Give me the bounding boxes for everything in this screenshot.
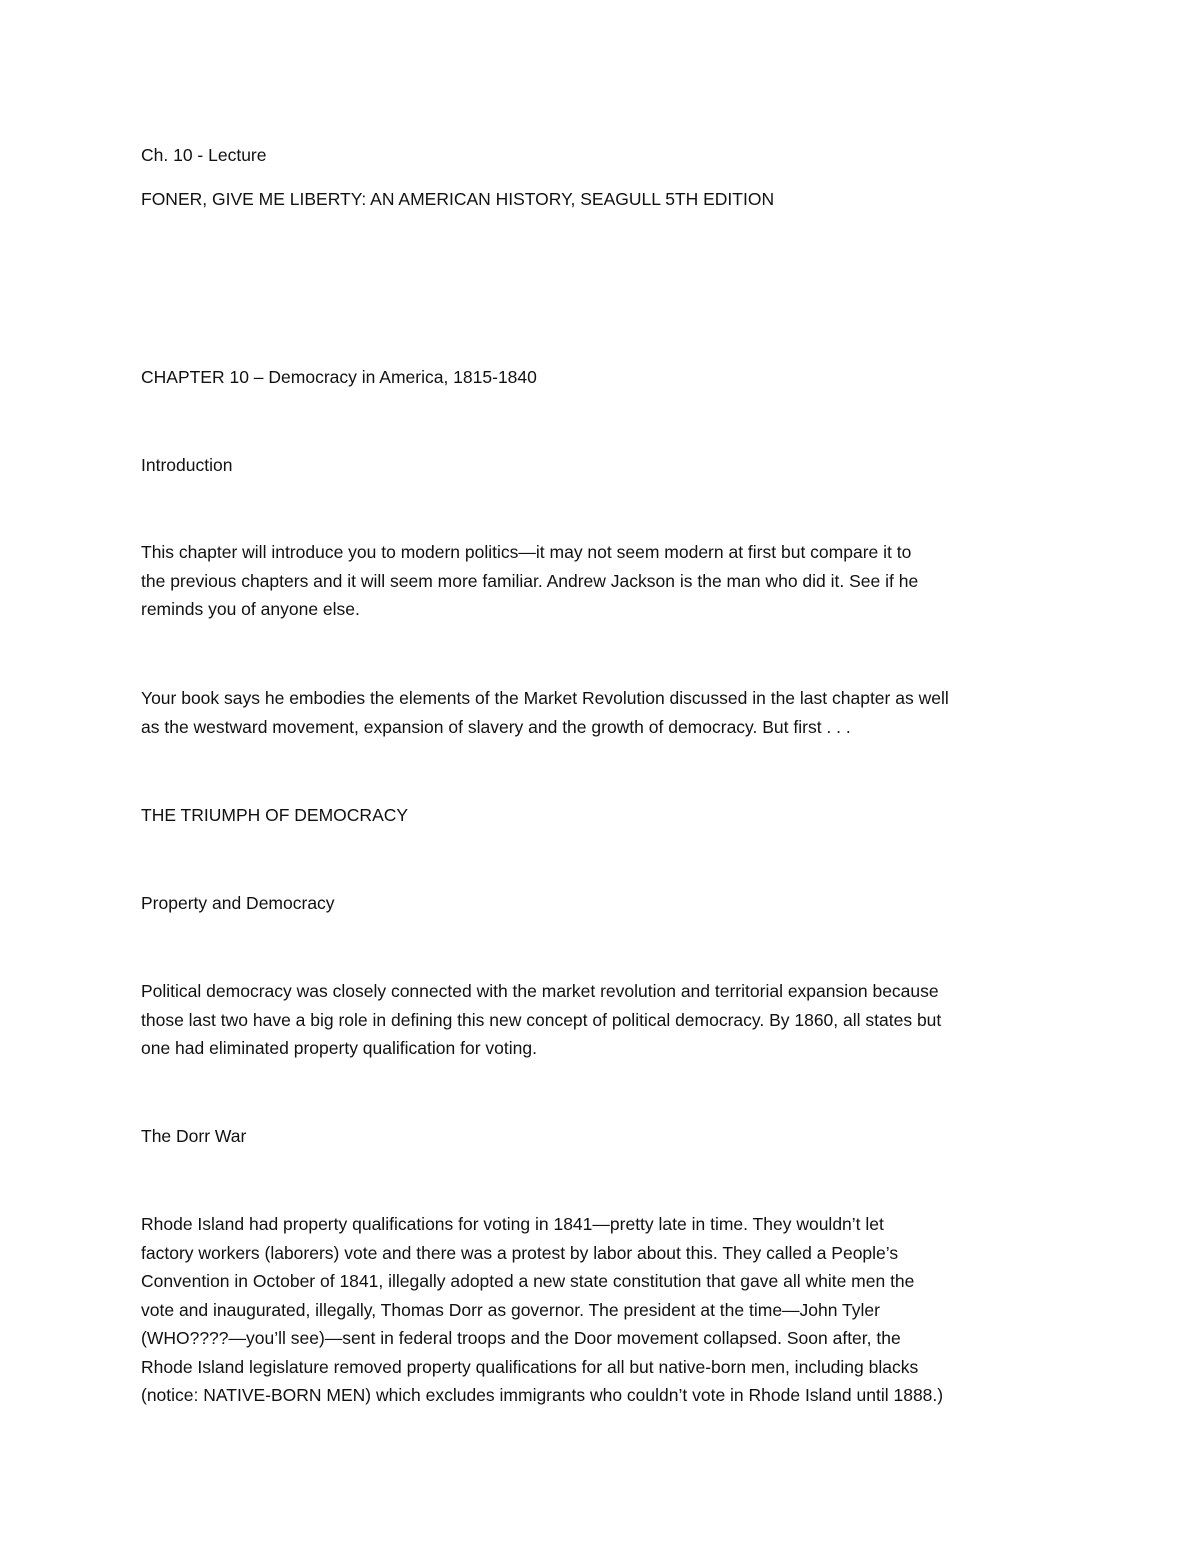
subsection-heading-property-and-democracy: Property and Democracy	[141, 893, 335, 913]
paragraph-line: factory workers (laborers) vote and there was a protest by labor about this. They called a People’s	[141, 1242, 899, 1263]
header-lecture-label: Ch. 10 - Lecture	[141, 145, 267, 165]
property-paragraph	[141, 977, 1061, 1063]
paragraph-line: Political democracy was closely connected with the market revolution and territorial expansion because	[141, 981, 939, 1001]
paragraph-line: as the westward movement, expansion of slavery and the growth of democracy. But first . . .	[141, 716, 851, 737]
paragraph-line: Rhode Island had property qualifications for voting in 1841—pretty late in time. They wouldn’t let	[141, 1214, 884, 1234]
paragraph-line: reminds you of anyone else.	[141, 599, 360, 619]
section-heading-introduction: Introduction	[141, 455, 233, 475]
chapter-title: CHAPTER 10 – Democracy in America, 1815-1840	[141, 367, 537, 387]
intro-paragraph-2	[141, 684, 1061, 741]
section-heading-triumph-of-democracy: THE TRIUMPH OF DEMOCRACY	[141, 805, 409, 825]
paragraph-line: Rhode Island legislature removed property qualifications for all but native-born men, including blacks	[141, 1356, 919, 1377]
paragraph-line: Your book says he embodies the elements of the Market Revolution discussed in the last chapter as well	[141, 688, 949, 708]
paragraph-line: Convention in October of 1841, illegally adopted a new state constitution that gave all white men the	[141, 1271, 915, 1291]
paragraph-line: This chapter will introduce you to modern politics—it may not seem modern at first but compare it to	[141, 542, 912, 562]
paragraph-line: one had eliminated property qualification for voting.	[141, 1038, 537, 1058]
paragraph-line: those last two have a big role in defining this new concept of political democracy. By 1860, all states but	[141, 1009, 942, 1030]
paragraph-line: (WHO????—you’ll see)—sent in federal troops and the Door movement collapsed. Soon after, the	[141, 1328, 901, 1348]
dorr-war-paragraph	[141, 1210, 1061, 1410]
paragraph-line: vote and inaugurated, illegally, Thomas Dorr as governor. The president at the time—John Tyler	[141, 1299, 880, 1320]
paragraph-line: the previous chapters and it will seem more familiar. Andrew Jackson is the man who did it. See if he	[141, 570, 919, 591]
intro-paragraph-1	[141, 538, 1061, 624]
subsection-heading-dorr-war: The Dorr War	[141, 1126, 247, 1146]
header-textbook-title: FONER, GIVE ME LIBERTY: AN AMERICAN HISTORY, SEAGULL 5TH EDITION	[141, 189, 775, 209]
paragraph-line: (notice: NATIVE-BORN MEN) which excludes immigrants who couldn’t vote in Rhode Island until 1888.)	[141, 1385, 944, 1405]
